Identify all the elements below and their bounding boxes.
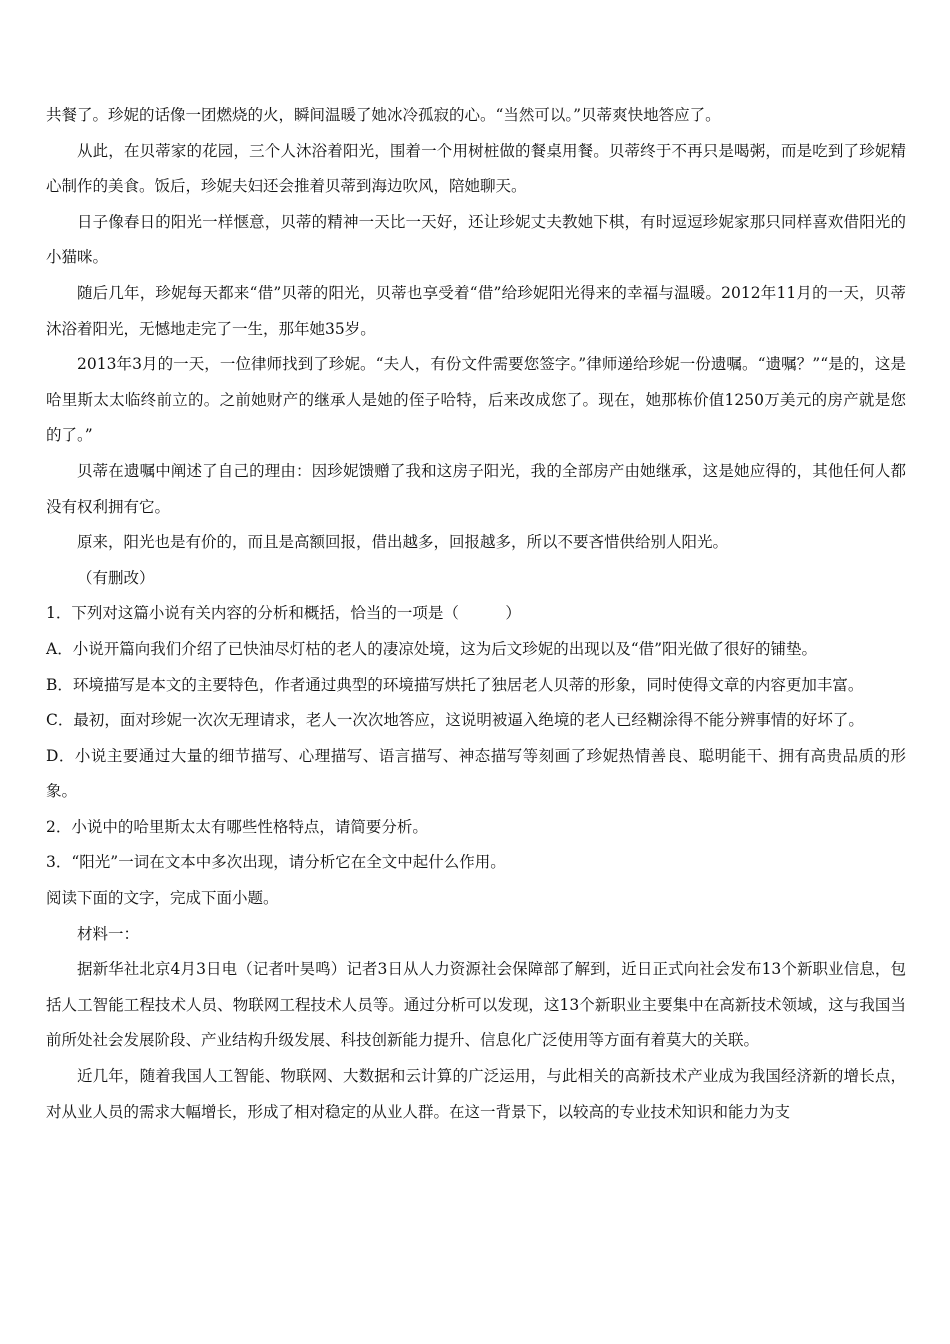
material-label: 材料一：: [77, 924, 140, 943]
story-paragraph-7: 原来，阳光也是有价的，而且是高额回报，借出越多，回报越多，所以不要吝惜供给别人阳光。: [77, 533, 729, 552]
story-paragraph-4: 随后几年，珍妮每天都来“借”贝蒂的阳光，贝蒂也享受着“借”给珍妮阳光得来的幸福与温暖。2012年11月的一天，贝蒂沐浴着阳光，无憾地走完了一生，那年她35岁。: [46, 283, 906, 338]
document-page: [46, 98, 906, 1130]
material-paragraph-2: 近几年，随着我国人工智能、物联网、大数据和云计算的广泛运用，与此相关的高新技术产业成为我国经济新的增长点，对从业人员的需求大幅增长，形成了相对稳定的从业人群。在这一背景下，以较高的专业技术知识和能力为支: [46, 1067, 906, 1121]
material-paragraph-1: 据新华社北京4月3日电（记者叶昊鸣）记者3日从人力资源社会保障部了解到，近日正式向社会发布13个新职业信息，包括人工智能工程技术人员、物联网工程技术人员等。通过分析可以发现，这13个新职业主要集中在高新技术领域，这与我国当前所处社会发展阶段、产业结构升级发展、科技创新能力提升、信息化广泛使用等方面有着莫大的关联。: [46, 960, 906, 1050]
question-1-option-a: A．小说开篇向我们介绍了已快油尽灯枯的老人的凄凉处境，这为后文珍妮的出现以及“借”阳光做了很好的铺垫。: [46, 639, 818, 658]
question-1-option-b: B．环境描写是本文的主要特色，作者通过典型的环境描写烘托了独居老人贝蒂的形象，同时使得文章的内容更加丰富。: [46, 675, 864, 694]
question-1-option-d: D．小说主要通过大量的细节描写、心理描写、语言描写、神态描写等刻画了珍妮热情善良、聪明能干、拥有高贵品质的形象。: [46, 746, 906, 801]
story-paragraph-2: 从此，在贝蒂家的花园，三个人沐浴着阳光，围着一个用树桩做的餐桌用餐。贝蒂终于不再只是喝粥，而是吃到了珍妮精心制作的美食。饭后，珍妮夫妇还会推着贝蒂到海边吹风，陪她聊天。: [46, 141, 906, 196]
story-paragraph-3: 日子像春日的阳光一样惬意，贝蒂的精神一天比一天好，还让珍妮丈夫教她下棋，有时逗逗珍妮家那只同样喜欢借阳光的小猫咪。: [46, 212, 906, 267]
story-source-note: （有删改）: [77, 568, 155, 587]
story-paragraph-5: 2013年3月的一天，一位律师找到了珍妮。“夫人，有份文件需要您签字。”律师递给珍妮一份遗嘱。“遗嘱？”“是的，这是哈里斯太太临终前立的。之前她财产的继承人是她的侄子哈特，后来改成您了。现在，她那栋价值1250万美元的房产就是您的了。”: [46, 355, 906, 445]
question-2: 2．小说中的哈里斯太太有哪些性格特点，请简要分析。: [46, 817, 428, 836]
section-instruction: 阅读下面的文字，完成下面小题。: [46, 889, 279, 908]
question-3: 3．“阳光”一词在文本中多次出现，请分析它在全文中起什么作用。: [46, 853, 506, 872]
story-paragraph-6: 贝蒂在遗嘱中阐述了自己的理由：因珍妮馈赠了我和这房子阳光，我的全部房产由她继承，这是她应得的，其他任何人都没有权利拥有它。: [46, 461, 906, 516]
question-1: 1．下列对这篇小说有关内容的分析和概括，恰当的一项是（ ）: [46, 604, 521, 623]
story-paragraph-1: 共餐了。珍妮的话像一团燃烧的火，瞬间温暖了她冰冷孤寂的心。“当然可以。”贝蒂爽快地答应了。: [46, 106, 721, 124]
question-1-option-c: C．最初，面对珍妮一次次无理请求，老人一次次地答应，这说明被逼入绝境的老人已经糊涂得不能分辨事情的好坏了。: [46, 711, 864, 730]
